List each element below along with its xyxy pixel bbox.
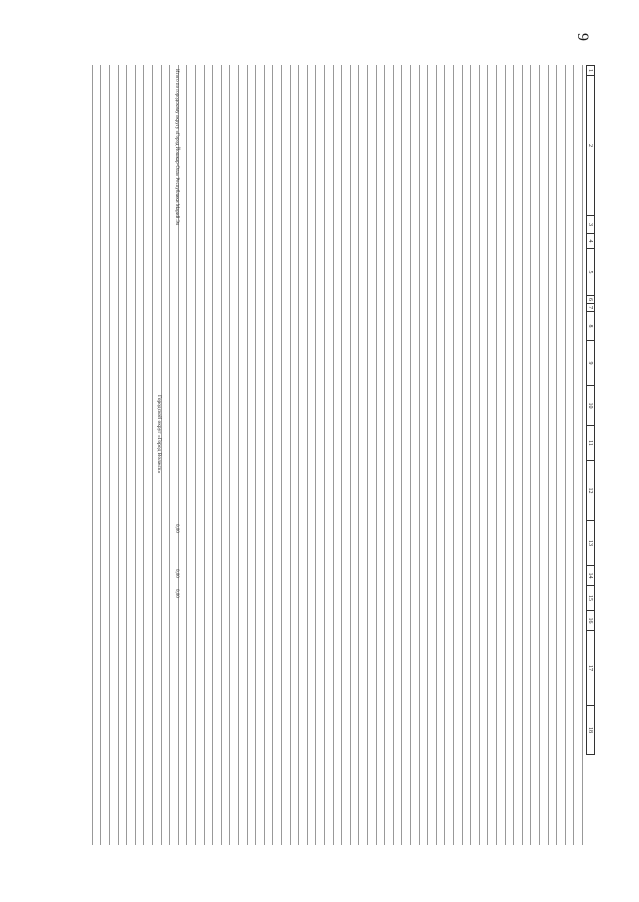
total-cell-col-13: 0,00 — [173, 524, 179, 533]
column-header-1: 1 — [586, 65, 595, 75]
page-number: 9 — [574, 33, 591, 41]
column-header-9: 9 — [586, 340, 595, 385]
column-header-10: 10 — [586, 385, 595, 425]
column-header-13: 13 — [586, 520, 595, 565]
yoshkar-ola-total-label: Итого по городскому округу «Город Йошкар-Ола» Республики Марий Эл — [173, 69, 179, 226]
column-header-15: 15 — [586, 585, 595, 610]
column-header-16: 16 — [586, 610, 595, 630]
column-header-2: 2 — [586, 75, 595, 215]
table-frame — [55, 65, 595, 845]
total-cell-col-14: 0,00 — [173, 569, 179, 578]
rotated-table-viewport — [55, 65, 595, 845]
column-header-17: 17 — [586, 630, 595, 705]
volzhsk-section-title: Городской округ «Город Волжск» — [155, 395, 162, 474]
column-header-14: 14 — [586, 565, 595, 585]
housing-table — [55, 65, 595, 845]
column-header-8: 8 — [586, 311, 595, 340]
column-header-18: 18 — [586, 705, 595, 755]
column-header-6: 6 — [586, 295, 595, 303]
column-header-5: 5 — [586, 248, 595, 295]
column-header-4: 4 — [586, 233, 595, 248]
column-header-7: 7 — [586, 303, 595, 311]
column-header-11: 11 — [586, 425, 595, 460]
column-header-12: 12 — [586, 460, 595, 520]
column-header-3: 3 — [586, 215, 595, 233]
total-cell-col-15: 0,00 — [173, 589, 179, 598]
